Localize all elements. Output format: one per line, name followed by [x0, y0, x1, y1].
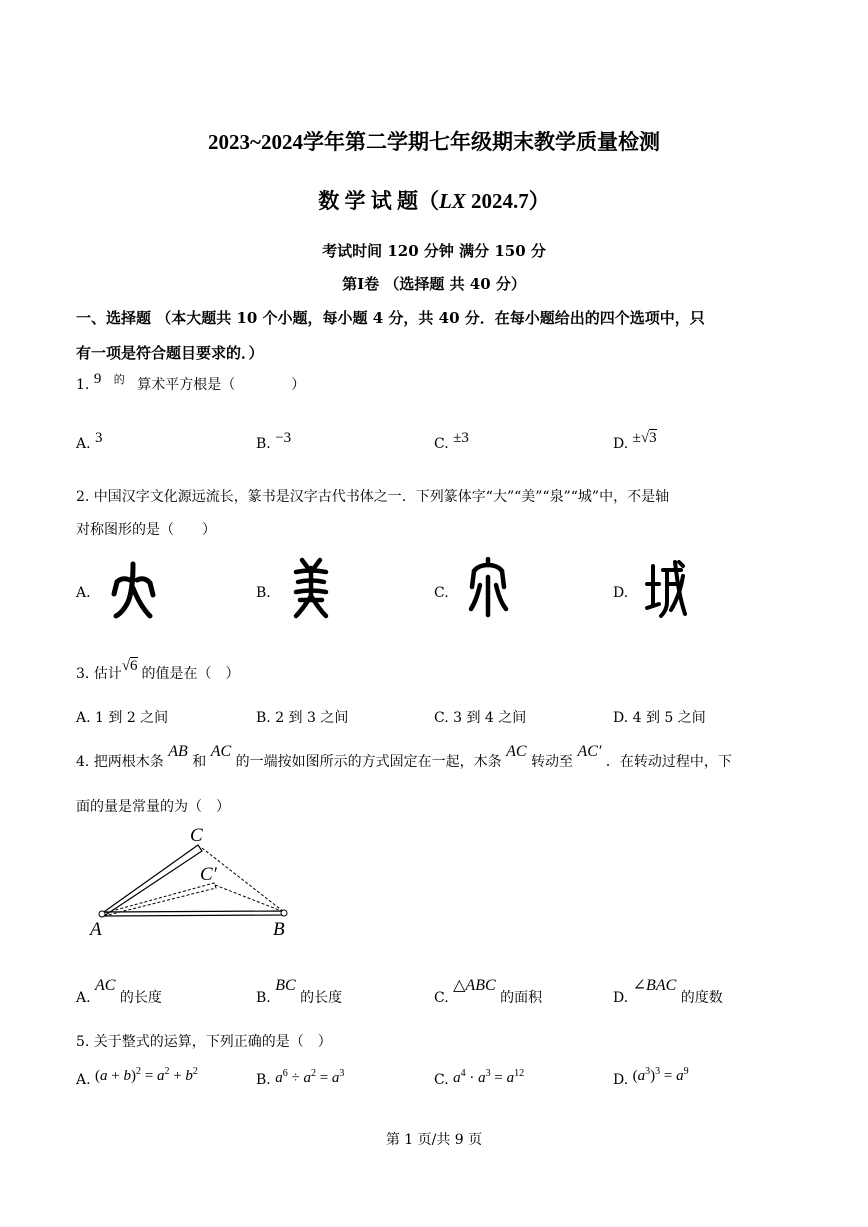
q5-option-d-label: D.: [613, 1072, 629, 1088]
q4-option-a-text: 的长度: [119, 990, 162, 1006]
q5-option-c-label: C.: [434, 1072, 449, 1088]
q1-option-c: [434, 430, 469, 453]
segment-bcp: [215, 885, 284, 912]
q2-line2: 对称图形的是（ ）: [76, 522, 216, 538]
q4-text-3: 转动至: [530, 754, 573, 770]
q1-stem: [76, 371, 306, 394]
exam-info: 考试时间 120 分钟 满分 150 分: [322, 242, 546, 260]
q1-option-a: [76, 430, 103, 453]
subject-code: LX: [438, 189, 466, 213]
q4-option-a: [76, 977, 162, 1007]
section1-heading-line1: 一、选择题 （本大题共 10 个小题，每小题 4 分，共 40 分．在每小题给出的四个选项中，只: [76, 309, 705, 327]
q5-option-a-label: A.: [76, 1072, 91, 1088]
q3-prefix: 3. 估计: [76, 666, 122, 682]
q4-option-a-label: A.: [76, 990, 91, 1006]
q4-option-c-math: △ABC: [453, 977, 496, 994]
q1-text: 算术平方根是（ ）: [137, 377, 306, 393]
q5-option-b-expr: $a^6 \div a^2 = a^3$: [275, 1068, 345, 1086]
seal-quan-icon: [466, 557, 510, 619]
q4-math-ac: AC: [210, 743, 232, 760]
q4-option-d-math: ∠BAC: [632, 977, 677, 994]
q4-math-ab: AB: [168, 743, 188, 760]
seal-da-icon: [108, 558, 158, 620]
q2-option-a-label: A.: [76, 585, 91, 601]
q1-de: 的: [113, 373, 125, 386]
q1-option-d: [613, 430, 657, 453]
subject-title: [0, 185, 868, 215]
pivot-a: [99, 911, 105, 917]
q2-option-c-label: C.: [434, 585, 449, 601]
q5-stem: 5. 关于整式的运算，下列正确的是（ ）: [76, 1034, 332, 1050]
q1-option-a-value: 3: [95, 430, 103, 446]
page-footer: 第 1 页/共 9 页: [385, 1132, 483, 1148]
q4-line1: [76, 743, 732, 771]
q4-text-he: 和: [192, 754, 207, 770]
q5-option-c-expr: $a^4 \cdot a^3 = a^{12}$: [453, 1068, 525, 1086]
subject-suffix: 2024.7）: [465, 189, 550, 213]
q3-stem: [76, 658, 240, 683]
q3-option-b: B. 2 到 3 之间: [256, 710, 349, 726]
section-heading: 第Ⅰ卷 （选择题 共 40 分）: [342, 275, 526, 293]
q4-line2: 面的量是常量的为（ ）: [76, 799, 230, 815]
seal-cheng-icon: [645, 558, 687, 620]
label-b: B: [273, 919, 285, 940]
q3-suffix: 的值是在（ ）: [141, 666, 240, 682]
stick-ac: [101, 845, 202, 916]
subject-prefix: 数 学 试 题（: [318, 189, 439, 213]
q4-option-c: [434, 977, 543, 1007]
q1-option-a-label: A.: [76, 436, 91, 452]
q4-option-d: [613, 977, 723, 1007]
q3-radicand: 6: [130, 658, 138, 674]
q2-option-d-label: D.: [613, 585, 629, 601]
q4-figure: [80, 820, 310, 945]
q4-math-acp: AC′: [577, 743, 602, 760]
q1-option-b: [256, 430, 292, 453]
q1-nine: 9: [93, 371, 102, 387]
q3-option-a: A. 1 到 2 之间: [76, 710, 169, 726]
q1-option-b-label: B.: [256, 436, 271, 452]
q5-option-c: [434, 1070, 524, 1089]
endpoint-b: [281, 910, 287, 916]
stick-ab: [100, 911, 284, 916]
q4-math-ac2: AC: [506, 743, 527, 760]
q4-text-4: ．在转动过程中，下: [605, 754, 732, 770]
q5-option-d: [613, 1066, 689, 1089]
q3-option-d: D. 4 到 5 之间: [613, 710, 706, 726]
q4-option-c-label: C.: [434, 990, 449, 1006]
q5-option-b: [256, 1070, 344, 1089]
q4-option-a-math: AC: [95, 977, 116, 994]
q1-option-c-label: C.: [434, 436, 449, 452]
label-cp: C′: [200, 864, 217, 885]
q4-option-b: [256, 977, 343, 1007]
q4-text-2: 的一端按如图所示的方式固定在一起，木条: [235, 754, 502, 770]
seal-mei-icon: [290, 556, 332, 620]
q1-option-c-value: ±3: [453, 430, 469, 446]
radical-sign-icon: √: [121, 658, 131, 674]
q4-text-1: 4. 把两根木条: [76, 754, 164, 770]
q5-option-a-expr: $(a + b)^2 = a^2 + b^2$: [95, 1066, 198, 1084]
q1-option-d-label: D.: [613, 436, 629, 452]
q5-option-a: [76, 1066, 198, 1089]
section1-heading-line2: 有一项是符合题目要求的．）: [76, 344, 264, 362]
q5-option-b-label: B.: [256, 1072, 271, 1088]
q4-option-d-label: D.: [613, 990, 629, 1006]
q4-option-b-text: 的长度: [300, 990, 343, 1006]
q2-line1: 2. 中国汉字文化源远流长，篆书是汉字古代书体之一．下列篆体字“大”“美”“泉”“城”中，不是轴: [76, 489, 670, 505]
q2-option-b-label: B.: [256, 585, 271, 601]
q4-option-d-text: 的度数: [680, 990, 723, 1006]
q5-option-d-expr: $(a^3)^3 = a^9$: [632, 1066, 689, 1084]
q3-option-c: C. 3 到 4 之间: [434, 710, 527, 726]
q4-option-b-label: B.: [256, 990, 271, 1006]
q4-option-c-text: 的面积: [500, 990, 543, 1006]
q1-number: 1.: [76, 377, 90, 393]
q1-option-b-value: −3: [275, 430, 292, 446]
q1-option-d-pm: ±: [632, 430, 641, 446]
exam-title: 2023~2024学年第二学期七年级期末教学质量检测: [208, 130, 660, 154]
q4-option-b-math: BC: [275, 977, 296, 994]
radical-sign-icon: √: [640, 430, 650, 446]
label-a: A: [90, 919, 102, 940]
q1-option-d-radicand: 3: [649, 430, 657, 446]
label-c: C: [190, 825, 203, 846]
